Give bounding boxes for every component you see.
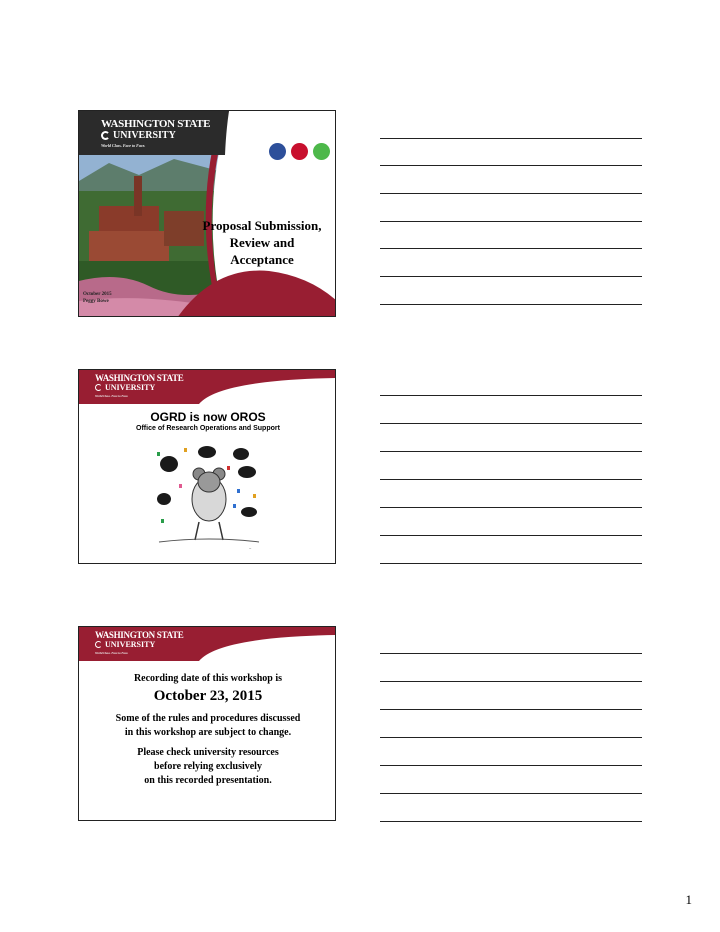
slide-2-thumbnail: [78, 369, 336, 564]
notice-line: before relying exclusively: [154, 761, 262, 772]
note-line: [380, 193, 642, 194]
logo-tagline: World Class. Face to Face.: [95, 394, 129, 398]
note-line: [380, 395, 642, 396]
title-line: Proposal Submission,: [202, 218, 322, 233]
recording-date: October 23, 2015: [153, 688, 263, 704]
note-line: [380, 221, 642, 222]
note-line: [380, 563, 642, 564]
note-line: [380, 248, 642, 249]
logo-line-1: WASHINGTON STATE: [95, 630, 184, 640]
notice-line: Some of the rules and procedures discussed: [115, 713, 301, 724]
wsu-logo: [95, 631, 183, 655]
note-line: [380, 423, 642, 424]
cartoon-mouse-illustration: [149, 444, 269, 556]
note-line: [380, 138, 642, 139]
title-line: Acceptance: [230, 252, 294, 267]
wsu-logo: [95, 374, 183, 398]
title-line: Review and: [229, 235, 295, 250]
note-line: [380, 821, 642, 822]
slide-3-body: [79, 672, 336, 788]
logo-line-1: WASHINGTON STATE: [101, 118, 211, 130]
note-line: [380, 535, 642, 536]
note-line: [380, 793, 642, 794]
slide-3-thumbnail: [78, 626, 336, 821]
slide-1-footer: [83, 291, 112, 305]
note-line: [380, 304, 642, 305]
logo-line-2: UNIVERSITY: [113, 130, 176, 141]
notice-line: on this recorded presentation.: [144, 775, 272, 786]
logo-line-2: UNIVERSITY: [105, 383, 156, 392]
green-dot: [313, 143, 330, 160]
slide-1-thumbnail: [78, 110, 336, 317]
red-dot: [291, 143, 308, 160]
blue-dot: [269, 143, 286, 160]
svg-text:~: ~: [249, 546, 252, 551]
cougar-c-icon: [95, 384, 102, 391]
cougar-c-icon: [95, 641, 102, 648]
logo-line-1: WASHINGTON STATE: [95, 373, 184, 383]
cougar-c-icon: [101, 131, 110, 140]
logo-line-2: UNIVERSITY: [105, 640, 156, 649]
note-line: [380, 681, 642, 682]
note-line: [380, 276, 642, 277]
note-line: [380, 451, 642, 452]
note-line: [380, 165, 642, 166]
logo-tagline: World Class. Face to Face.: [95, 651, 129, 655]
note-line: [380, 479, 642, 480]
note-line: [380, 653, 642, 654]
footer-author: Peggy Bowe: [83, 299, 109, 304]
recording-intro: Recording date of this workshop is: [133, 673, 283, 684]
notice-line: Please check university resources: [137, 747, 279, 758]
note-line: [380, 709, 642, 710]
logo-tagline: World Class. Face to Face.: [101, 143, 146, 148]
note-line: [380, 507, 642, 508]
slide-2-title: OGRD is now OROS: [150, 410, 266, 424]
page-number: 1: [685, 892, 692, 907]
notice-line: in this workshop are subject to change.: [124, 727, 292, 738]
note-line: [380, 765, 642, 766]
wsu-logo: [101, 119, 210, 148]
footer-date: October 2015: [83, 292, 112, 297]
note-line: [380, 737, 642, 738]
slide-1-title: [197, 217, 327, 268]
slide-2-subtitle: Office of Research Operations and Support: [136, 425, 280, 432]
